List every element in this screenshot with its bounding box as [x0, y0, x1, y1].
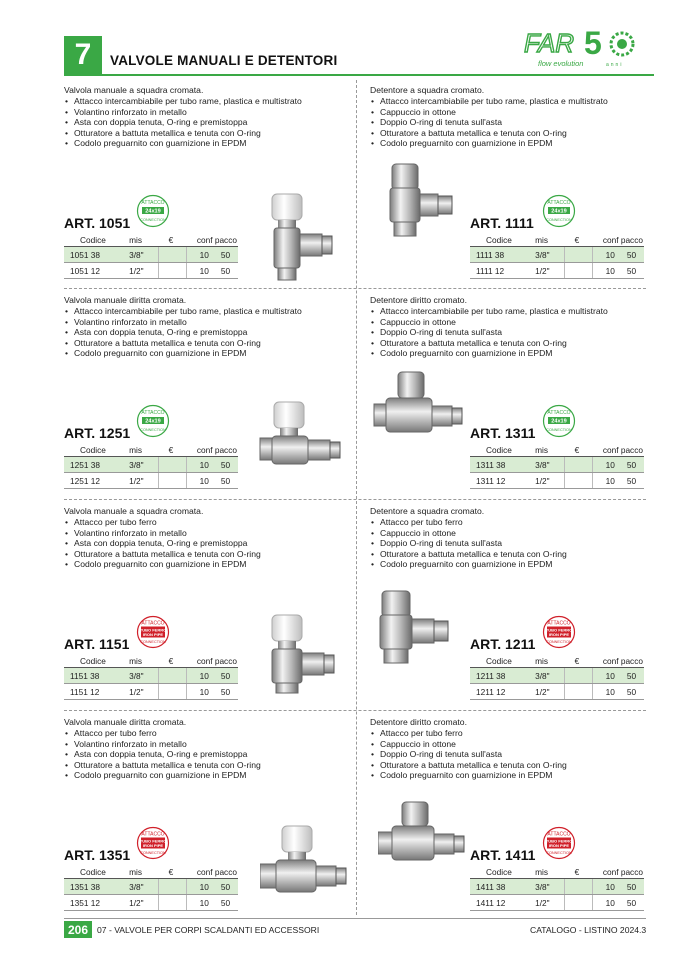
feature-item: • Attacco per tubo ferro	[370, 517, 660, 528]
footer-rule	[64, 918, 646, 919]
logo-years: anni	[606, 62, 624, 68]
product-table	[470, 655, 644, 700]
svg-text:ATTACCO: ATTACCO	[141, 831, 165, 838]
svg-text:ATTACCO: ATTACCO	[141, 200, 165, 206]
col-conf: conf	[593, 655, 621, 668]
col-codice: Codice	[470, 444, 529, 457]
feature-list	[64, 728, 354, 781]
svg-text:IRON PIPE: IRON PIPE	[548, 632, 570, 637]
col-codice: Codice	[64, 234, 123, 247]
product-table	[64, 234, 238, 279]
col-codice: Codice	[470, 866, 529, 879]
col-conf: conf	[593, 444, 621, 457]
article-number: ART. 1051	[64, 215, 131, 231]
product-title: Valvola manuale a squadra cromata.	[64, 506, 204, 516]
product-section	[64, 503, 354, 703]
logo-digit: 5	[584, 26, 602, 61]
feature-item: • Attacco intercambiabile per tubo rame, plastica e multistrato	[370, 96, 660, 107]
col-conf: conf	[187, 444, 215, 457]
table-row: 1211 12 1/2" 10 50	[470, 684, 644, 700]
col-mis: mis	[529, 655, 564, 668]
article-number: ART. 1411	[470, 847, 536, 863]
feature-item: • Asta con doppia tenuta, O-ring e premistoppa	[64, 117, 354, 128]
angle-lockshield-photo	[384, 162, 470, 242]
col-mis: mis	[123, 234, 158, 247]
svg-text:ATTACCO: ATTACCO	[547, 410, 571, 416]
feature-item: • Attacco per tubo ferro	[64, 728, 354, 739]
col-mis: mis	[529, 444, 564, 457]
svg-text:IRON PIPE: IRON PIPE	[142, 632, 164, 637]
col-mis: mis	[529, 866, 564, 879]
product-section	[64, 714, 354, 914]
product-title: Valvola manuale a squadra cromata.	[64, 85, 204, 95]
chapter-title: VALVOLE MANUALI E DETENTORI	[110, 53, 338, 68]
product-table	[64, 866, 238, 911]
feature-item: • Doppio O-ring di tenuta sull'asta	[370, 538, 660, 549]
feature-list	[370, 306, 660, 359]
page-number: 206	[64, 921, 92, 938]
table-row: 1311 12 1/2" 10 50	[470, 473, 644, 489]
product-title: Detentore diritto cromato.	[370, 717, 467, 727]
col-euro: €	[159, 234, 187, 247]
product-section	[370, 292, 660, 492]
col-pacco: pacco	[620, 656, 643, 666]
col-conf: conf	[593, 866, 621, 879]
table-row: 1051 38 3/8" 10 50	[64, 247, 238, 263]
feature-item: • Cappuccio in ottone	[370, 317, 660, 328]
svg-text:TUBO FERRO: TUBO FERRO	[545, 627, 573, 633]
table-row: 1151 38 3/8" 10 50	[64, 668, 238, 684]
col-codice: Codice	[64, 866, 123, 879]
row-divider	[64, 288, 646, 289]
table-row: 1411 12 1/2" 10 50	[470, 895, 644, 911]
svg-text:ATTACCO: ATTACCO	[547, 831, 571, 838]
footer-section-text: 07 - VALVOLE PER CORPI SCALDANTI ED ACCESSORI	[97, 925, 320, 935]
iron-pipe-badge	[136, 615, 170, 649]
iron-pipe-badge	[542, 615, 576, 649]
feature-item: • Attacco intercambiabile per tubo rame, plastica e multistrato	[64, 306, 354, 317]
col-euro: €	[159, 655, 187, 668]
feature-item: • Volantino rinforzato in metallo	[64, 317, 354, 328]
product-title: Detentore a squadra cromato.	[370, 506, 485, 516]
svg-text:24x19: 24x19	[145, 208, 161, 215]
col-mis: mis	[529, 234, 564, 247]
svg-text:CONNECTION: CONNECTION	[140, 218, 166, 222]
table-row: 1311 38 3/8" 10 50	[470, 457, 644, 473]
svg-text:CONNECTION: CONNECTION	[546, 640, 572, 644]
feature-item: • Attacco intercambiabile per tubo rame, plastica e multistrato	[64, 96, 354, 107]
col-pacco: pacco	[620, 445, 643, 455]
logo-text: FAR	[524, 28, 575, 58]
connection-24x19-badge	[136, 404, 170, 438]
feature-item: • Otturatore a battuta metallica e tenuta con O-ring	[64, 760, 354, 771]
feature-list	[64, 306, 354, 359]
feature-item: • Asta con doppia tenuta, O-ring e premistoppa	[64, 327, 354, 338]
product-title: Detentore a squadra cromato.	[370, 85, 485, 95]
table-row: 1051 12 1/2" 10 50	[64, 263, 238, 279]
feature-item: • Doppio O-ring di tenuta sull'asta	[370, 749, 660, 760]
table-row: 1351 38 3/8" 10 50	[64, 879, 238, 895]
col-pacco: pacco	[214, 656, 237, 666]
feature-list	[370, 728, 660, 781]
feature-item: • Asta con doppia tenuta, O-ring e premistoppa	[64, 749, 354, 760]
table-row: 1251 38 3/8" 10 50	[64, 457, 238, 473]
col-codice: Codice	[470, 655, 529, 668]
svg-text:IRON PIPE: IRON PIPE	[142, 843, 164, 848]
col-pacco: pacco	[214, 235, 237, 245]
article-number: ART. 1151	[64, 636, 130, 652]
col-euro: €	[159, 444, 187, 457]
feature-item: • Attacco intercambiabile per tubo rame, plastica e multistrato	[370, 306, 660, 317]
table-row: 1351 12 1/2" 10 50	[64, 895, 238, 911]
straight-valve-iron-photo	[260, 824, 350, 908]
article-number: ART. 1111	[470, 215, 534, 231]
col-conf: conf	[187, 234, 215, 247]
col-mis: mis	[123, 444, 158, 457]
table-row: 1411 38 3/8" 10 50	[470, 879, 644, 895]
feature-item: • Volantino rinforzato in metallo	[64, 739, 354, 750]
table-row: 1151 12 1/2" 10 50	[64, 684, 238, 700]
chapter-number: 7	[64, 36, 102, 74]
svg-text:24x19: 24x19	[551, 208, 567, 215]
row-divider	[64, 499, 646, 500]
feature-item: • Otturatore a battuta metallica e tenuta con O-ring	[64, 338, 354, 349]
feature-item: • Cappuccio in ottone	[370, 739, 660, 750]
feature-item: • Codolo preguarnito con guarnizione in EPDM	[370, 559, 660, 570]
product-title: Valvola manuale diritta cromata.	[64, 295, 187, 305]
feature-item: • Asta con doppia tenuta, O-ring e premistoppa	[64, 538, 354, 549]
feature-item: • Otturatore a battuta metallica e tenuta con O-ring	[64, 549, 354, 560]
feature-list	[370, 517, 660, 570]
feature-list	[64, 96, 354, 149]
col-pacco: pacco	[620, 867, 643, 877]
angle-valve-photo	[252, 190, 348, 282]
product-section	[370, 503, 660, 703]
article-number: ART. 1251	[64, 425, 131, 441]
col-mis: mis	[123, 655, 158, 668]
svg-text:ATTACCO: ATTACCO	[547, 620, 571, 627]
table-row: 1111 38 3/8" 10 50	[470, 247, 644, 263]
svg-text:TUBO FERRO: TUBO FERRO	[545, 838, 573, 844]
svg-text:CONNECTION: CONNECTION	[140, 640, 166, 644]
feature-item: • Codolo preguarnito con guarnizione in EPDM	[64, 138, 354, 149]
feature-item: • Volantino rinforzato in metallo	[64, 107, 354, 118]
col-euro: €	[565, 444, 593, 457]
svg-text:24x19: 24x19	[551, 418, 567, 425]
article-number: ART. 1351	[64, 847, 131, 863]
feature-item: • Otturatore a battuta metallica e tenuta con O-ring	[370, 128, 660, 139]
col-mis: mis	[123, 866, 158, 879]
col-euro: €	[565, 866, 593, 879]
svg-text:ATTACCO: ATTACCO	[141, 620, 165, 627]
feature-item: • Cappuccio in ottone	[370, 528, 660, 539]
table-row: 1251 12 1/2" 10 50	[64, 473, 238, 489]
feature-item: • Codolo preguarnito con guarnizione in EPDM	[64, 770, 354, 781]
col-codice: Codice	[64, 444, 123, 457]
column-divider	[356, 80, 357, 915]
header-rule	[64, 74, 654, 76]
straight-lockshield-iron-photo	[378, 800, 470, 870]
col-conf: conf	[187, 655, 215, 668]
product-table	[64, 655, 238, 700]
svg-text:CONNECTION: CONNECTION	[140, 428, 166, 432]
product-title: Valvola manuale diritta cromata.	[64, 717, 187, 727]
product-section	[370, 714, 660, 914]
connection-24x19-badge	[542, 194, 576, 228]
svg-text:ATTACCO: ATTACCO	[547, 200, 571, 206]
connection-24x19-badge	[542, 404, 576, 438]
product-section	[370, 82, 660, 282]
product-table	[470, 234, 644, 279]
feature-item: • Codolo preguarnito con guarnizione in EPDM	[370, 138, 660, 149]
col-conf: conf	[593, 234, 621, 247]
feature-list	[64, 517, 354, 570]
col-codice: Codice	[470, 234, 529, 247]
product-table	[64, 444, 238, 489]
col-codice: Codice	[64, 655, 123, 668]
feature-item: • Attacco per tubo ferro	[64, 517, 354, 528]
iron-pipe-badge	[542, 826, 576, 860]
feature-item: • Doppio O-ring di tenuta sull'asta	[370, 117, 660, 128]
article-number: ART. 1311	[470, 425, 536, 441]
feature-item: • Codolo preguarnito con guarnizione in EPDM	[64, 559, 354, 570]
straight-valve-photo	[258, 400, 350, 482]
col-conf: conf	[187, 866, 215, 879]
feature-item: • Otturatore a battuta metallica e tenuta con O-ring	[370, 338, 660, 349]
product-title: Detentore diritto cromato.	[370, 295, 467, 305]
connection-24x19-badge	[136, 194, 170, 228]
col-pacco: pacco	[214, 867, 237, 877]
straight-lockshield-photo	[372, 370, 468, 442]
feature-item: • Attacco per tubo ferro	[370, 728, 660, 739]
far-logo	[522, 26, 646, 70]
feature-item: • Cappuccio in ottone	[370, 107, 660, 118]
feature-item: • Volantino rinforzato in metallo	[64, 528, 354, 539]
footer-catalog-text: CATALOGO - LISTINO 2024.3	[530, 925, 647, 935]
svg-text:ATTACCO: ATTACCO	[141, 410, 165, 416]
svg-text:CONNECTION: CONNECTION	[546, 428, 572, 432]
svg-text:TUBO FERRO: TUBO FERRO	[139, 627, 167, 633]
table-row: 1111 12 1/2" 10 50	[470, 263, 644, 279]
col-pacco: pacco	[214, 445, 237, 455]
feature-item: • Codolo preguarnito con guarnizione in EPDM	[370, 348, 660, 359]
col-euro: €	[565, 234, 593, 247]
angle-valve-iron-photo	[260, 611, 352, 695]
col-euro: €	[159, 866, 187, 879]
product-section	[64, 82, 354, 282]
feature-item: • Otturatore a battuta metallica e tenuta con O-ring	[370, 760, 660, 771]
logo-tagline: flow evolution	[538, 59, 584, 68]
angle-lockshield-iron-photo	[376, 589, 468, 667]
svg-text:IRON PIPE: IRON PIPE	[548, 843, 570, 848]
feature-item: • Otturatore a battuta metallica e tenuta con O-ring	[64, 128, 354, 139]
feature-list	[370, 96, 660, 149]
article-number: ART. 1211	[470, 636, 536, 652]
feature-item: • Codolo preguarnito con guarnizione in EPDM	[64, 348, 354, 359]
product-table	[470, 866, 644, 911]
row-divider	[64, 710, 646, 711]
feature-item: • Codolo preguarnito con guarnizione in EPDM	[370, 770, 660, 781]
product-table	[470, 444, 644, 489]
svg-text:CONNECTION: CONNECTION	[140, 851, 166, 855]
feature-item: • Doppio O-ring di tenuta sull'asta	[370, 327, 660, 338]
svg-text:TUBO FERRO: TUBO FERRO	[139, 838, 167, 844]
svg-text:24x19: 24x19	[145, 418, 161, 425]
feature-item: • Otturatore a battuta metallica e tenuta con O-ring	[370, 549, 660, 560]
product-section	[64, 292, 354, 492]
iron-pipe-badge	[136, 826, 170, 860]
svg-text:CONNECTION: CONNECTION	[546, 218, 572, 222]
col-pacco: pacco	[620, 235, 643, 245]
table-row: 1211 38 3/8" 10 50	[470, 668, 644, 684]
svg-text:CONNECTION: CONNECTION	[546, 851, 572, 855]
col-euro: €	[565, 655, 593, 668]
